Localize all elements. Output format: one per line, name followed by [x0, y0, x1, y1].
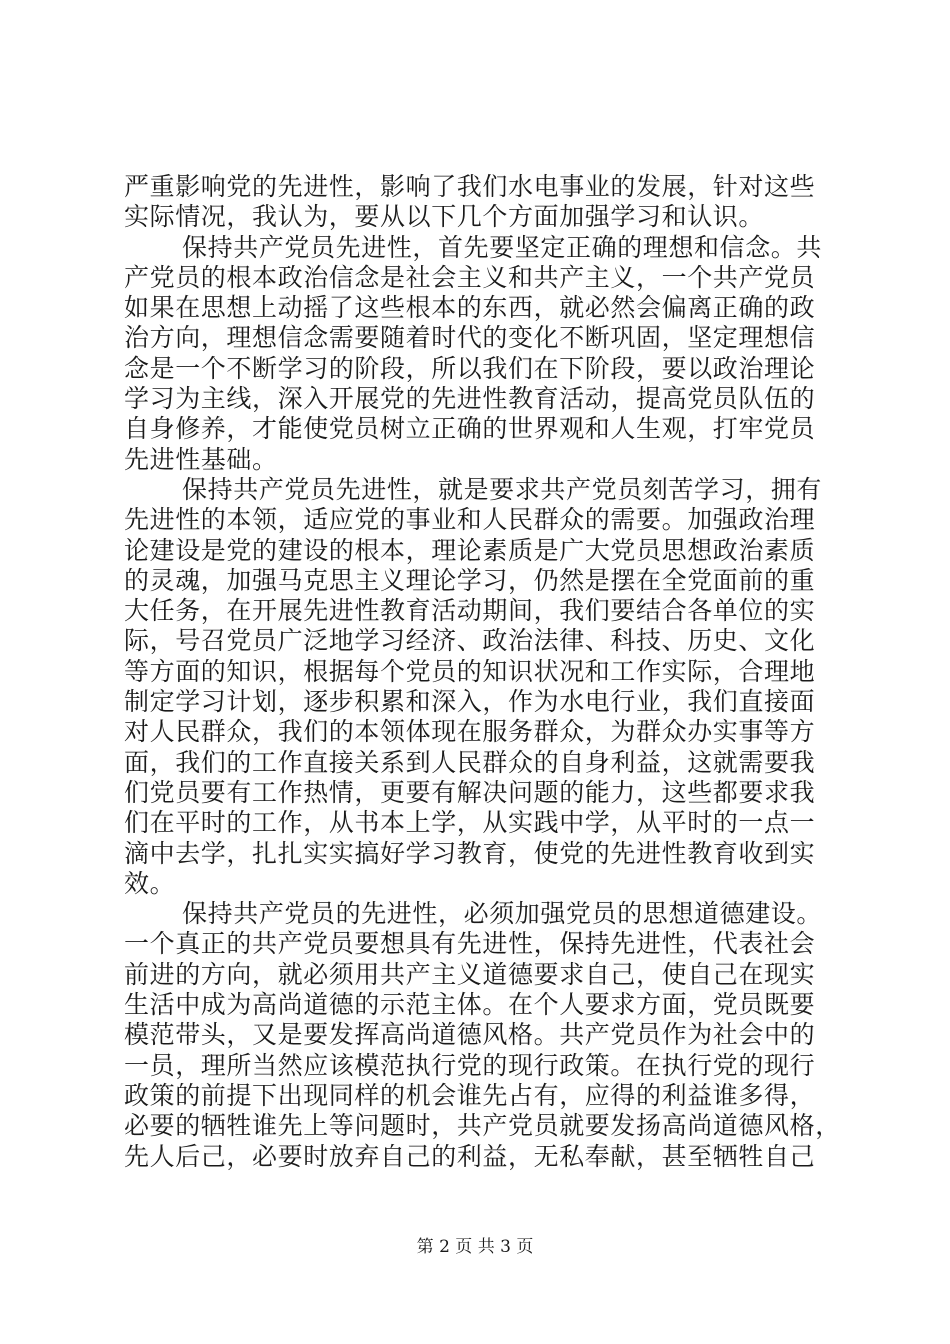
text-line: 政策的前提下出现同样的机会谁先占有，应得的利益谁多得， [124, 1080, 816, 1110]
text-line: 一个真正的共产党员要想具有先进性，保持先进性，代表社会 [124, 929, 816, 959]
text-line: 严重影响党的先进性，影响了我们水电事业的发展，针对这些 [124, 172, 816, 201]
paragraph-start-line: 保持共产党员先进性，首先要坚定正确的理想和信念。共 [182, 232, 823, 262]
text-line: 先人后己，必要时放弃自己的利益，无私奉献，甚至牺牲自己 [124, 1141, 816, 1171]
text-line: 学习为主线，深入开展党的先进性教育活动，提高党员队伍的 [124, 384, 816, 414]
text-line: 大任务，在开展先进性教育活动期间，我们要结合各单位的实 [124, 596, 816, 626]
text-line: 先进性的本领，适应党的事业和人民群众的需要。加强政治理 [124, 505, 816, 535]
text-line: 们在平时的工作，从书本上学，从实践中学，从平时的一点一 [124, 808, 816, 838]
text-line: 际，号召党员广泛地学习经济、政治法律、科技、历史、文化 [124, 626, 816, 656]
text-line: 前进的方向，就必须用共产主义道德要求自己，使自己在现实 [124, 959, 816, 989]
paragraph-start-line: 保持共产党员先进性，就是要求共产党员刻苦学习，拥有 [182, 474, 823, 504]
paragraph-start-line: 保持共产党员的先进性，必须加强党员的思想道德建设。 [182, 899, 823, 929]
text-line: 一员，理所当然应该模范执行党的现行政策。在执行党的现行 [124, 1050, 816, 1080]
text-line: 的灵魂，加强马克思主义理论学习，仍然是摆在全党面前的重 [124, 565, 816, 595]
text-line: 论建设是党的建设的根本，理论素质是广大党员思想政治素质 [124, 535, 816, 565]
text-line: 实际情况，我认为，要从以下几个方面加强学习和认识。 [124, 202, 765, 232]
text-line: 自身修养，才能使党员树立正确的世界观和人生观，打牢党员 [124, 414, 816, 444]
page-number-footer: 第 2 页 共 3 页 [416, 1237, 534, 1257]
text-line: 先进性基础。 [124, 444, 278, 474]
text-line: 面，我们的工作直接关系到人民群众的自身利益，这就需要我 [124, 747, 816, 777]
body-text [124, 172, 844, 1172]
text-line: 制定学习计划，逐步积累和深入，作为水电行业，我们直接面 [124, 687, 816, 717]
text-line: 对人民群众，我们的本领体现在服务群众，为群众办实事等方 [124, 717, 816, 747]
text-line: 产党员的根本政治信念是社会主义和共产主义，一个共产党员 [124, 262, 816, 292]
text-line: 如果在思想上动摇了这些根本的东西，就必然会偏离正确的政 [124, 293, 816, 323]
text-line: 念是一个不断学习的阶段，所以我们在下阶段，要以政治理论 [124, 353, 816, 383]
text-line: 生活中成为高尚道德的示范主体。在个人要求方面，党员既要 [124, 990, 816, 1020]
text-line: 模范带头，又是要发挥高尚道德风格。共产党员作为社会中的 [124, 1020, 816, 1050]
text-line: 等方面的知识，根据每个党员的知识状况和工作实际，合理地 [124, 656, 816, 686]
text-line: 滴中去学，扎扎实实搞好学习教育，使党的先进性教育收到实 [124, 838, 816, 868]
text-line: 必要的牺牲谁先上等问题时，共产党员就要发扬高尚道德风格， [124, 1111, 841, 1141]
text-line: 们党员要有工作热情，更要有解决问题的能力，这些都要求我 [124, 777, 816, 807]
text-line: 效。 [124, 868, 176, 898]
text-line: 治方向，理想信念需要随着时代的变化不断巩固，坚定理想信 [124, 323, 816, 353]
